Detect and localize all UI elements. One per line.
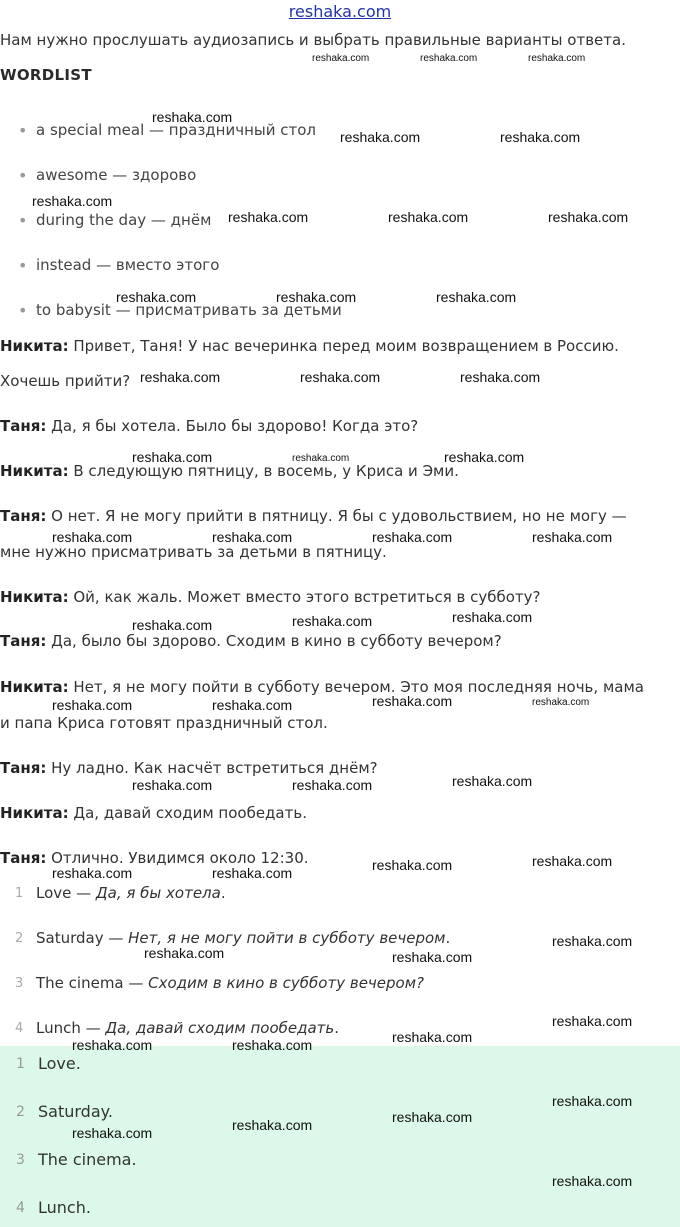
watermark: reshaka.com <box>552 1013 633 1029</box>
answer-word: Lunch — <box>36 1019 106 1037</box>
answer-end: . <box>220 884 226 902</box>
watermark: reshaka.com <box>132 449 213 465</box>
speaker-name: Никита: <box>0 462 69 480</box>
wordlist-item: to babysit — присматривать за детьми <box>36 301 342 319</box>
answer-item: Saturday. <box>38 1102 113 1121</box>
speaker-name: Никита: <box>0 804 69 822</box>
dialogue-line <box>0 417 418 435</box>
explanation-item <box>36 884 226 902</box>
watermark: reshaka.com <box>372 529 453 545</box>
wordlist-item: awesome — здорово <box>36 166 197 184</box>
speaker-name: Таня: <box>0 417 47 435</box>
answer-quote: Да, я бы хотела <box>95 884 221 902</box>
watermark: reshaka.com <box>532 529 613 545</box>
line-text: и папа Криса готовят праздничный стол. <box>0 714 328 732</box>
explanation-item <box>36 974 424 992</box>
answer-item: Lunch. <box>38 1198 91 1217</box>
wordlist-title: WORDLIST <box>0 66 92 84</box>
watermark: reshaka.com <box>212 865 293 881</box>
watermark-top-link[interactable]: reshaka.com <box>288 2 392 21</box>
answer-end: . <box>445 929 451 947</box>
speaker-name: Таня: <box>0 507 47 525</box>
line-text: Отлично. Увидимся около 12:30. <box>46 849 309 867</box>
watermark: reshaka.com <box>372 693 453 709</box>
explanation-item <box>36 1019 339 1037</box>
wordlist-item: instead — вместо этого <box>36 256 220 274</box>
watermark: reshaka.com <box>116 289 197 305</box>
list-number: 3 <box>15 976 24 991</box>
watermark: reshaka.com <box>292 453 350 464</box>
speaker-name: Таня: <box>0 759 47 777</box>
line-text: Да, было бы здорово. Сходим в кино в субботу вечером? <box>46 632 502 650</box>
line-text: О нет. Я не могу прийти в пятницу. Я бы с удовольствием, но не могу — <box>46 507 627 525</box>
speaker-name: Таня: <box>0 632 47 650</box>
explanation-item <box>36 929 450 947</box>
list-number: 1 <box>15 886 24 901</box>
list-number: 3 <box>16 1152 25 1168</box>
watermark: reshaka.com <box>228 209 309 225</box>
answer-item: The cinema. <box>38 1150 137 1169</box>
list-number: 4 <box>15 1021 24 1036</box>
answer-end: . <box>334 1019 340 1037</box>
line-text: Хочешь прийти? <box>0 372 131 390</box>
intro-text: Нам нужно прослушать аудиозапись и выбрать правильные варианты ответа. <box>0 31 626 49</box>
watermark: reshaka.com <box>548 209 629 225</box>
watermark: reshaka.com <box>452 609 533 625</box>
watermark: reshaka.com <box>392 1029 473 1045</box>
watermark: reshaka.com <box>388 209 469 225</box>
watermark: reshaka.com <box>292 777 373 793</box>
watermark: reshaka.com <box>140 369 221 385</box>
line-text: Привет, Таня! У нас вечеринка перед моим возвращением в Россию. <box>68 337 619 355</box>
list-number: 1 <box>16 1056 25 1072</box>
dialogue-line <box>0 804 307 822</box>
watermark: reshaka.com <box>32 193 113 209</box>
watermark: reshaka.com <box>444 449 525 465</box>
watermark: reshaka.com <box>52 529 133 545</box>
answer-word: The cinema — <box>36 974 149 992</box>
answer-quote: Сходим в кино в субботу вечером? <box>148 974 424 992</box>
wordlist-item: during the day — днём <box>36 211 212 229</box>
line-text: Да, я бы хотела. Было бы здорово! Когда это? <box>46 417 419 435</box>
watermark: reshaka.com <box>52 865 133 881</box>
watermark: reshaka.com <box>152 109 233 125</box>
speaker-name: Никита: <box>0 678 69 696</box>
dialogue-line <box>0 678 644 696</box>
speaker-name: Таня: <box>0 849 47 867</box>
line-text: Ну ладно. Как насчёт встретиться днём? <box>46 759 378 777</box>
watermark: reshaka.com <box>460 369 541 385</box>
line-text: Да, давай сходим пообедать. <box>68 804 307 822</box>
bullet-icon: • <box>18 211 28 230</box>
watermark: reshaka.com <box>144 945 225 961</box>
watermark: reshaka.com <box>276 289 357 305</box>
list-number: 2 <box>15 931 24 946</box>
watermark: reshaka.com <box>72 1037 153 1053</box>
bullet-icon: • <box>18 301 28 320</box>
line-text: мне нужно присматривать за детьми в пятницу. <box>0 543 387 561</box>
watermark: reshaka.com <box>340 129 421 145</box>
watermark: reshaka.com <box>436 289 517 305</box>
dialogue-line <box>0 632 502 650</box>
watermark: reshaka.com <box>232 1117 313 1133</box>
dialogue-line <box>0 372 130 390</box>
watermark: reshaka.com <box>500 129 581 145</box>
watermark: reshaka.com <box>292 613 373 629</box>
list-number: 2 <box>16 1104 25 1120</box>
dialogue-line <box>0 759 378 777</box>
watermark: reshaka.com <box>132 617 213 633</box>
bullet-icon: • <box>18 256 28 275</box>
watermark: reshaka.com <box>392 1109 473 1125</box>
answer-word: Love — <box>36 884 96 902</box>
watermark: reshaka.com <box>132 777 213 793</box>
line-text: Ой, как жаль. Может вместо этого встретиться в субботу? <box>68 588 541 606</box>
watermark: reshaka.com <box>212 529 293 545</box>
dialogue-line <box>0 507 627 525</box>
line-text: В следующую пятницу, в восемь, у Криса и Эми. <box>68 462 459 480</box>
watermark: reshaka.com <box>232 1037 313 1053</box>
watermark: reshaka.com <box>552 933 633 949</box>
dialogue-line <box>0 337 619 355</box>
list-number: 4 <box>16 1200 25 1216</box>
watermark: reshaka.com <box>420 53 478 64</box>
watermark: reshaka.com <box>532 697 590 708</box>
watermark: reshaka.com <box>552 1173 633 1189</box>
dialogue-line <box>0 714 328 732</box>
wordlist-item: a special meal — праздничный стол <box>36 121 317 139</box>
watermark: reshaka.com <box>212 697 293 713</box>
bullet-icon: • <box>18 166 28 185</box>
answer-quote: Да, давай сходим пообедать <box>105 1019 335 1037</box>
watermark: reshaka.com <box>528 53 586 64</box>
watermark: reshaka.com <box>72 1125 153 1141</box>
line-text: Нет, я не могу пойти в субботу вечером. Это моя последняя ночь, мама <box>68 678 644 696</box>
watermark: reshaka.com <box>532 853 613 869</box>
watermark: reshaka.com <box>52 697 133 713</box>
answer-word: Saturday — <box>36 929 129 947</box>
watermark: reshaka.com <box>392 949 473 965</box>
watermark: reshaka.com <box>552 1093 633 1109</box>
watermark: reshaka.com <box>452 773 533 789</box>
watermark: reshaka.com <box>372 857 453 873</box>
answer-quote: Нет, я не могу пойти в субботу вечером <box>128 929 446 947</box>
speaker-name: Никита: <box>0 588 69 606</box>
dialogue-line <box>0 588 541 606</box>
dialogue-line <box>0 462 459 480</box>
watermark: reshaka.com <box>300 369 381 385</box>
dialogue-line <box>0 543 387 561</box>
answer-item: Love. <box>38 1054 81 1073</box>
watermark: reshaka.com <box>312 53 370 64</box>
speaker-name: Никита: <box>0 337 69 355</box>
bullet-icon: • <box>18 121 28 140</box>
